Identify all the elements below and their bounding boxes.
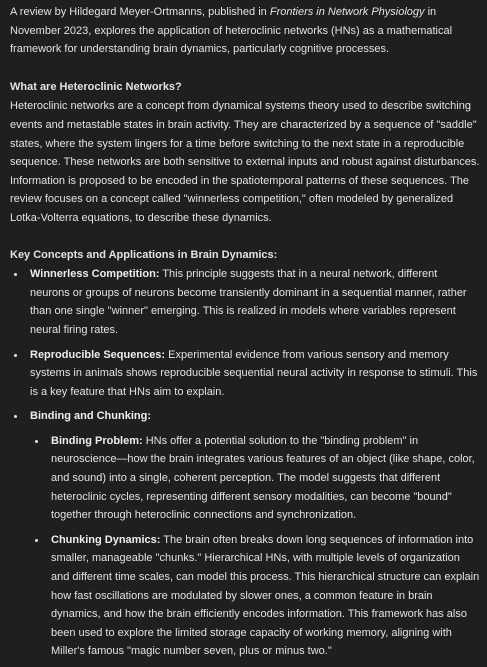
- list-item-reproducible-sequences: [10, 346, 480, 402]
- text-winnerless-competition: This principle suggests that in a neural network, different neurons or groups of neurons become transiently dominant in a sequential manner, rather than one single "winner" emerging. This is realized in models where variables represent neural firing rates.: [30, 268, 467, 336]
- list-item-chunking-dynamics: [30, 531, 480, 661]
- text-binding-problem: HNs offer a potential solution to the "binding problem" in neuroscience—how the brain integrates various features of an object (like shape, color, and sound) into a single, coherent perception. The model suggests that different heteroclinic cycles, representing different sensory modalities, can become "bound" together through heteroclinic connections and synchronization.: [51, 434, 475, 522]
- list-item-binding-problem: [30, 432, 480, 525]
- term-chunking-dynamics: Chunking Dynamics:: [51, 533, 161, 546]
- list-item-binding-and-chunking: [10, 407, 480, 661]
- term-reproducible-sequences: Reproducible Sequences:: [30, 348, 166, 361]
- intro-text-after: in November 2023, explores the application of heteroclinic networks (HNs) as a mathematical framework for understanding brain dynamics, particularly cognitive processes.: [10, 6, 453, 56]
- term-winnerless-competition: Winnerless Competition:: [30, 268, 160, 281]
- section-heading-key-concepts: Key Concepts and Applications in Brain Dynamics:: [10, 248, 278, 261]
- text-chunking-dynamics: The brain often breaks down long sequences of information into smaller, manageable "chunks." Hierarchical HNs, with multiple levels of organization and different time scales, can model this process. This hierarchical structure can explain how fast oscillations are modulated by slower ones, a common feature in brain dynamics, and how the brain efficiently encodes information. This framework has also been used to explore the limited storage capacity of working memory, aligning with Miller's famous "magic number seven, plus or minus two.": [51, 533, 480, 658]
- binding-chunking-sublist: [30, 432, 480, 661]
- intro-paragraph: [10, 3, 480, 59]
- response-content: [10, 3, 480, 667]
- term-binding-problem: Binding Problem:: [51, 434, 143, 447]
- list-item-winnerless-competition: [10, 265, 480, 339]
- key-concepts-list: [10, 265, 480, 661]
- section-heading-what: What are Heteroclinic Networks?: [10, 80, 182, 93]
- journal-name: Frontiers in Network Physiology: [269, 6, 425, 18]
- intro-text-before: A review by Hildegard Meyer-Ortmanns, published in: [10, 6, 270, 18]
- term-binding-and-chunking: Binding and Chunking:: [30, 410, 151, 423]
- what-paragraph: Heteroclinic networks are a concept from dynamical systems theory used to describe switching events and metastable states in brain activity. They are characterized by a sequence of "saddle" states, where the system lingers for a time before switching to the next state in a reproducible sequence. These networks are both sensitive to external inputs and robust against disturbances. Information is proposed to be encoded in the spatiotemporal patterns of these sequences. The review focuses on a concept called "winnerless competition," often modeled by generalized Lotka-Volterra equations, to describe these dynamics.: [10, 100, 480, 224]
- text-reproducible-sequences: Experimental evidence from various sensory and memory systems in animals shows reproducible sequential neural activity in response to stimuli. This is a key feature that HNs aim to explain.: [30, 348, 478, 398]
